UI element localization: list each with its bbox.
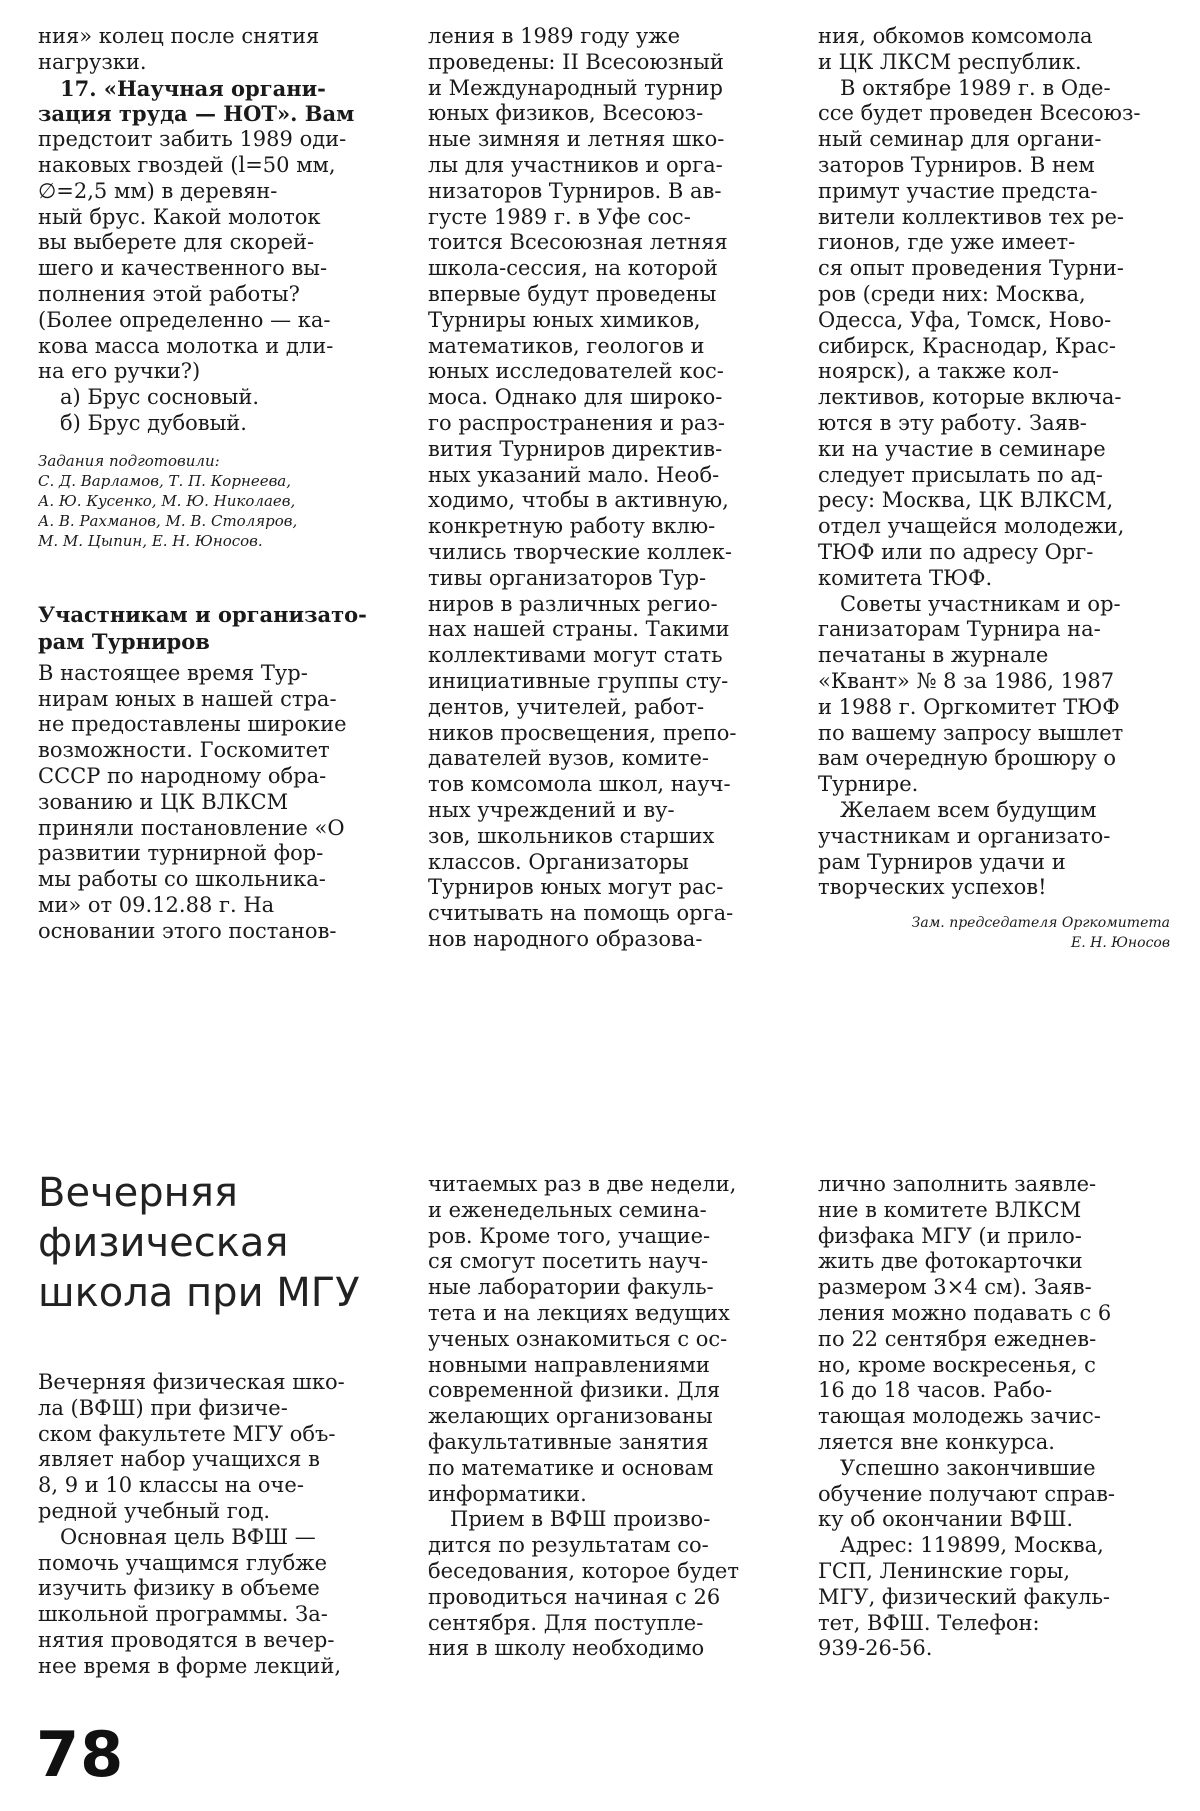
text-line: информатики.	[428, 1481, 587, 1506]
text-line: инициативные группы сту-	[428, 668, 729, 693]
credits-line: А. Ю. Кусенко, М. Ю. Николаев,	[38, 491, 296, 510]
text-line: жить две фотокарточки	[818, 1249, 1083, 1274]
text-line: давателей вузов, комите-	[428, 746, 709, 771]
credits-line: Задания подготовили:	[38, 451, 220, 470]
text-line: юных физиков, Всесоюз-	[428, 101, 704, 126]
option-a: а) Брус сосновый.	[60, 385, 260, 410]
text-line: лективов, которые включа-	[818, 385, 1122, 410]
text-line: помочь учащимся глубже	[38, 1550, 327, 1575]
text-line: ТЮФ или по адресу Орг-	[818, 539, 1094, 564]
text-line: лы для участников и орга-	[428, 152, 723, 177]
text-line: тающая молодежь зачис-	[818, 1404, 1101, 1429]
text-line: обучение получают справ-	[818, 1481, 1116, 1506]
text-line: Успешно закончившие	[840, 1455, 1096, 1480]
text-line: но, кроме воскресенья, с	[818, 1352, 1096, 1377]
page-number: 78	[36, 1718, 125, 1791]
text-line: не предоставлены широкие	[38, 712, 347, 737]
article-title	[38, 1168, 418, 1318]
text-line: вы выберете для скорей-	[38, 230, 315, 255]
text-line: и Международный турнир	[428, 75, 723, 100]
text-line: Основная цель ВФШ —	[60, 1524, 316, 1549]
text-line: и 1988 г. Оргкомитет ТЮФ	[818, 694, 1120, 719]
text-line: ся опыт проведения Турни-	[818, 256, 1124, 281]
text-line: конкретную работу вклю-	[428, 514, 716, 539]
text-line: предстоит забить 1989 оди-	[38, 127, 347, 152]
text-line: изучить физику в объеме	[38, 1576, 320, 1601]
signature-line: Зам. председателя Оргкомитета	[911, 915, 1170, 932]
text-line: печатаны в журнале	[818, 643, 1049, 668]
text-line: Одесса, Уфа, Томск, Ново-	[818, 307, 1112, 332]
text-line: ных указаний мало. Необ-	[428, 462, 720, 487]
text-line: зованию и ЦК ВЛКСМ	[38, 789, 289, 814]
credits-block	[38, 451, 390, 551]
text-line: СССР по народному обра-	[38, 763, 327, 788]
text-line: ГСП, Ленинские горы,	[818, 1558, 1071, 1583]
text-line: являет набор учащихся в	[38, 1447, 320, 1472]
text-line: нирам юных в нашей стра-	[38, 686, 337, 711]
text-line: ссе будет проведен Всесоюз-	[818, 101, 1141, 126]
s2-column-1	[38, 1370, 390, 1680]
text-line: ния в школу необходимо	[428, 1636, 705, 1661]
task-17-title: зация труда — НОТ». Вам	[38, 101, 355, 127]
text-line: школа-сессия, на которой	[428, 256, 718, 281]
text-line: ноярск), а также кол-	[818, 359, 1059, 384]
text-line: ров (среди них: Москва,	[818, 281, 1086, 306]
text-line: Желаем всем будущим	[840, 797, 1097, 822]
text-line: сентября. Для поступле-	[428, 1610, 704, 1635]
heading-line: рам Турниров	[38, 628, 210, 654]
title-line: школа при МГУ	[38, 1270, 360, 1316]
signature-line: Е. Н. Юносов	[1070, 935, 1170, 952]
text-line: ления можно подавать с 6	[818, 1300, 1112, 1325]
text-line: нее время в форме лекций,	[38, 1653, 342, 1678]
text-line: отдел учащейся молодежи,	[818, 514, 1125, 539]
text-line: нах нашей страны. Такими	[428, 617, 730, 642]
text-line: классов. Организаторы	[428, 849, 689, 874]
text-line: проводиться начиная с 26	[428, 1584, 721, 1609]
title-line: физическая	[38, 1220, 289, 1266]
text-line: ниров в различных регио-	[428, 591, 718, 616]
text-line: 16 до 18 часов. Рабо-	[818, 1378, 1053, 1403]
s2-column-3	[818, 1172, 1170, 1662]
text-line: ные зимняя и летняя шко-	[428, 127, 725, 152]
text-line: заторов Турниров. В нем	[818, 152, 1095, 177]
text-line: ходимо, чтобы в активную,	[428, 488, 729, 513]
text-line: беседования, которое будет	[428, 1558, 739, 1583]
text-line: «Квант» № 8 за 1986, 1987	[818, 668, 1115, 693]
text-line: Турниры юных химиков,	[428, 307, 701, 332]
s1-col1-body	[38, 24, 390, 437]
text-line: ∅=2,5 мм) в деревян-	[38, 178, 278, 203]
text-line: нятия проводятся в вечер-	[38, 1627, 335, 1652]
text-line: считывать на помощь орга-	[428, 901, 734, 926]
text-line: ученых ознакомиться с ос-	[428, 1326, 728, 1351]
text-line: 939-26-56.	[818, 1636, 933, 1661]
text-line: Турниров юных могут рас-	[428, 875, 724, 900]
text-line: тет, ВФШ. Телефон:	[818, 1610, 1040, 1635]
text-line: ный семинар для органи-	[818, 127, 1102, 152]
text-line: ния» колец после снятия	[38, 24, 320, 48]
text-line: коллективами могут стать	[428, 643, 723, 668]
text-line: возможности. Госкомитет	[38, 738, 330, 763]
text-line: ляется вне конкурса.	[818, 1429, 1055, 1454]
text-line: юных исследователей кос-	[428, 359, 724, 384]
text-line: нагрузки.	[38, 49, 147, 74]
text-line: низаторов Турниров. В ав-	[428, 178, 722, 203]
text-line: Прием в ВФШ произво-	[450, 1507, 711, 1532]
s2-column-2	[428, 1172, 780, 1662]
text-line: ные лаборатории факуль-	[428, 1275, 714, 1300]
text-line: и ЦК ЛКСМ республик.	[818, 49, 1082, 74]
text-line: чились творческие коллек-	[428, 539, 733, 564]
text-line: моса. Однако для широко-	[428, 385, 723, 410]
text-line: Вечерняя физическая шко-	[38, 1370, 345, 1394]
text-line: ный брус. Какой молоток	[38, 204, 321, 229]
text-line: примут участие предста-	[818, 178, 1098, 203]
s1-column-1	[38, 24, 390, 945]
text-line: по математике и основам	[428, 1455, 714, 1480]
text-line: тоится Всесоюзная летняя	[428, 230, 728, 255]
text-line: размером 3×4 см). Заяв-	[818, 1275, 1092, 1300]
text-line: по вашему запросу вышлет	[818, 720, 1124, 745]
text-line: проведены: II Всесоюзный	[428, 49, 724, 74]
text-line: редной учебный год.	[38, 1498, 271, 1523]
text-line: полнения этой работы?	[38, 281, 300, 306]
s1-column-3	[818, 24, 1170, 953]
text-line: ла (ВФШ) при физиче-	[38, 1395, 288, 1420]
heading-line: Участникам и организато-	[38, 601, 367, 627]
text-line: Турнире.	[818, 772, 919, 797]
text-line: рам Турниров удачи и	[818, 849, 1066, 874]
signature-block	[818, 913, 1170, 953]
text-line: школьной программы. За-	[38, 1602, 328, 1627]
credits-line: С. Д. Варламов, Т. П. Корнеева,	[38, 471, 292, 490]
text-line: ку об окончании ВФШ.	[818, 1507, 1074, 1532]
option-b: б) Брус дубовый.	[60, 410, 247, 435]
text-line: тивы организаторов Тур-	[428, 565, 707, 590]
text-line: читаемых раз в две недели,	[428, 1172, 737, 1196]
text-line: развитии турнирной фор-	[38, 841, 324, 866]
text-line: вития Турниров директив-	[428, 436, 723, 461]
text-line: дентов, учителей, работ-	[428, 694, 705, 719]
text-line: по 22 сентября ежеднев-	[818, 1326, 1097, 1351]
text-line: тов комсомола школ, науч-	[428, 772, 731, 797]
text-line: сибирск, Краснодар, Крас-	[818, 333, 1117, 358]
text-line: вам очередную брошюру о	[818, 746, 1117, 771]
text-line: ганизаторам Турнира на-	[818, 617, 1101, 642]
text-line: желающих организованы	[428, 1404, 713, 1429]
text-line: основании этого постанов-	[38, 918, 337, 943]
s1-col1-article	[38, 661, 390, 945]
text-line: математиков, геологов и	[428, 333, 705, 358]
text-line: шего и качественного вы-	[38, 256, 328, 281]
text-line: участникам и организато-	[818, 823, 1111, 848]
text-line: творческих успехов!	[818, 875, 1047, 900]
text-line: ров. Кроме того, учащие-	[428, 1223, 711, 1248]
text-line: и еженедельных семина-	[428, 1197, 707, 1222]
text-line: ются в эту работу. Заяв-	[818, 410, 1087, 435]
text-line: Советы участникам и ор-	[840, 591, 1121, 616]
text-line: тета и на лекциях ведущих	[428, 1300, 730, 1325]
text-line: впервые будут проведены	[428, 281, 717, 306]
text-line: МГУ, физический факуль-	[818, 1584, 1110, 1609]
text-line: вители коллективов тех ре-	[818, 204, 1124, 229]
section-heading	[38, 601, 390, 655]
text-line: дится по результатам со-	[428, 1533, 709, 1558]
text-line: В октябре 1989 г. в Оде-	[840, 75, 1111, 100]
text-line: густе 1989 г. в Уфе сос-	[428, 204, 691, 229]
credits-line: А. В. Рахманов, М. В. Столяров,	[38, 511, 298, 530]
text-line: ников просвещения, препо-	[428, 720, 737, 745]
text-line: В настоящее время Тур-	[38, 660, 308, 685]
task-17-title: 17. «Научная органи-	[60, 75, 326, 101]
text-line: комитета ТЮФ.	[818, 565, 993, 590]
text-line: ния, обкомов комсомола	[818, 24, 1093, 48]
text-line: гионов, где уже имеет-	[818, 230, 1076, 255]
text-line: ние в комитете ВЛКСМ	[818, 1197, 1082, 1222]
text-line: нов народного образова-	[428, 926, 703, 951]
credits-line: М. М. Цыпин, Е. Н. Юносов.	[38, 531, 263, 550]
text-line: ском факультете МГУ объ-	[38, 1421, 336, 1446]
text-line: новными направлениями	[428, 1352, 710, 1377]
text-line: кова масса молотка и дли-	[38, 333, 334, 358]
text-line: физфака МГУ (и прило-	[818, 1223, 1082, 1248]
text-line: лично заполнить заявле-	[818, 1172, 1097, 1196]
text-line: факультативные занятия	[428, 1429, 709, 1454]
text-line: наковых гвоздей (l=50 мм,	[38, 152, 336, 177]
s1-column-2	[428, 24, 780, 953]
text-line: (Более определенно — ка-	[38, 307, 331, 332]
text-line: мы работы со школьника-	[38, 867, 326, 892]
text-line: ных учреждений и ву-	[428, 797, 675, 822]
text-line: ми» от 09.12.88 г. На	[38, 892, 275, 917]
text-line: зов, школьников старших	[428, 823, 715, 848]
text-line: ся смогут посетить науч-	[428, 1249, 709, 1274]
text-line: го распространения и раз-	[428, 410, 725, 435]
text-line: современной физики. Для	[428, 1378, 721, 1403]
text-line: ки на участие в семинаре	[818, 436, 1106, 461]
text-line: на его ручки?)	[38, 359, 201, 384]
text-line: 8, 9 и 10 классы на оче-	[38, 1473, 304, 1498]
text-line: ресу: Москва, ЦК ВЛКСМ,	[818, 488, 1114, 513]
title-line: Вечерняя	[38, 1170, 238, 1216]
text-line: ления в 1989 году уже	[428, 24, 681, 48]
text-line: Адрес: 119899, Москва,	[840, 1533, 1104, 1558]
text-line: следует присылать по ад-	[818, 462, 1103, 487]
text-line: приняли постановление «О	[38, 815, 345, 840]
